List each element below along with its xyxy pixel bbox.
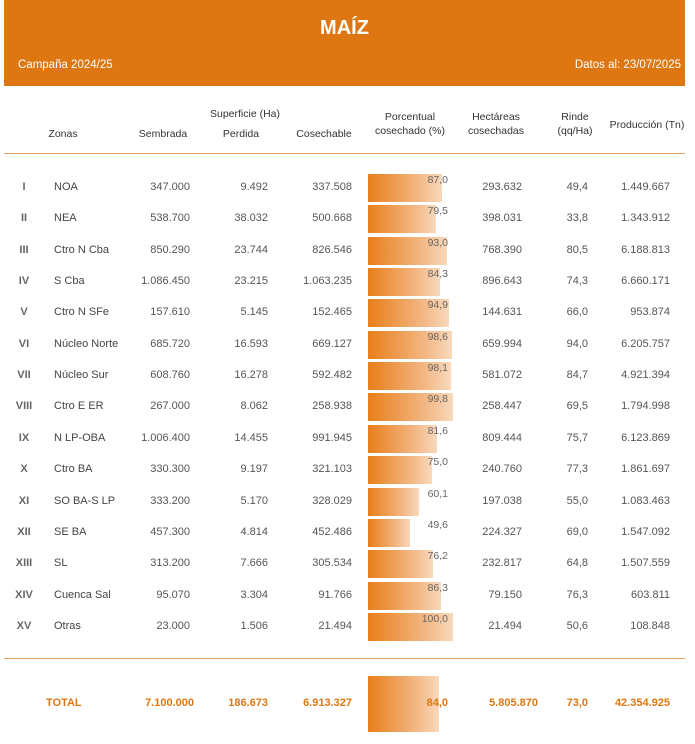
table-row [0,297,695,328]
zone-number: X [20,463,28,476]
sembrada-value: 330.300 [150,463,190,476]
total-produccion: 42.354.925 [614,697,670,709]
perdida-value: 7.666 [240,557,268,570]
hectareas-value: 79.150 [488,588,522,601]
zone-name: Ctro N SFe [54,306,110,319]
cosechable-value: 258.938 [312,400,352,413]
zone-name: Otras [54,619,81,632]
header-produccion: Producción (Tn) [609,119,685,131]
header-porcentual-line1: Porcentual [384,111,436,123]
harvest-percent: 76,2 [427,550,448,563]
sembrada-value: 1.086.450 [141,275,190,288]
header-hectareas [460,110,532,138]
perdida-value: 4.814 [240,525,268,538]
hectareas-value: 258.447 [482,400,522,413]
rinde-value: 55,0 [566,494,588,507]
cosechable-value: 21.494 [318,619,352,632]
table-row [0,266,695,297]
sembrada-value: 685.720 [150,337,190,350]
table-row [0,235,695,266]
sembrada-value: 850.290 [150,243,190,256]
table-row [0,611,695,642]
perdida-value: 5.170 [240,494,268,507]
cosechable-value: 337.508 [312,181,352,193]
produccion-value: 108.848 [630,619,670,632]
header-porcentual-line2: cosechado (%) [374,125,446,137]
hectareas-value: 398.031 [482,212,522,225]
total-row [0,674,695,734]
produccion-value: 603.811 [631,588,670,601]
table-row [0,580,695,611]
perdida-value: 5.145 [240,306,268,319]
perdida-value: 9.492 [240,181,268,193]
sembrada-value: 23.000 [156,619,190,632]
harvest-percent: 86,3 [427,581,448,594]
header-perdida: Perdida [222,128,260,140]
total-hectareas: 5.805.870 [489,697,538,709]
sembrada-value: 267.000 [150,400,190,413]
zone-name: SL [54,557,68,570]
cosechable-value: 991.945 [312,431,352,444]
table-row [0,423,695,454]
sembrada-value: 347.000 [150,181,190,193]
produccion-value: 6.123.869 [621,431,670,444]
sembrada-value: 457.300 [150,525,190,538]
hectareas-value: 293.632 [482,181,522,193]
rinde-value: 49,4 [566,181,588,193]
harvest-percent: 79,5 [427,205,448,218]
cosechable-value: 91.766 [318,588,352,601]
harvest-percent: 99,8 [427,393,448,406]
total-label: TOTAL [46,697,82,709]
produccion-value: 1.343.912 [621,212,670,225]
rinde-value: 84,7 [566,369,588,382]
header-rinde-line1: Rinde [561,111,589,123]
zone-name: N LP-OBA [54,431,106,444]
perdida-value: 16.593 [234,337,268,350]
hectareas-value: 240.760 [482,463,522,476]
zone-number: IV [18,275,30,288]
produccion-value: 1.449.667 [621,181,670,193]
cosechable-value: 826.546 [312,243,352,256]
harvest-percent: 87,0 [427,174,448,186]
page-header [4,0,685,86]
zone-number: VII [17,369,31,382]
sembrada-value: 157.610 [150,306,190,319]
rinde-value: 76,3 [566,588,588,601]
table-row [0,172,695,203]
harvest-percent: 98,6 [427,330,448,343]
rinde-value: 94,0 [566,337,588,350]
produccion-value: 1.547.092 [621,525,670,538]
produccion-value: 6.660.171 [621,275,670,288]
table-row [0,203,695,234]
zone-number: V [20,306,28,319]
rinde-value: 80,5 [566,243,588,256]
perdida-value: 9.197 [240,463,268,476]
zone-number: XIII [15,557,33,570]
header-superficie: Superficie (Ha) [209,108,281,120]
table-row [0,360,695,391]
zone-name: NEA [54,212,77,225]
produccion-value: 1.794.998 [621,400,670,413]
harvest-percent: 81,6 [427,424,448,437]
rinde-value: 33,8 [566,212,588,225]
hectareas-value: 197.038 [482,494,522,507]
sembrada-value: 538.700 [150,212,190,225]
total-sembrada: 7.100.000 [145,697,194,709]
zone-number: XII [17,525,31,538]
harvest-percent: 93,0 [427,236,448,249]
hectareas-value: 809.444 [482,431,522,444]
sembrada-value: 333.200 [150,494,190,507]
header-hectareas-line1: Hectáreas [472,111,520,123]
hectareas-value: 232.817 [482,557,522,570]
hectareas-value: 659.994 [482,337,522,350]
hectareas-value: 581.072 [482,369,522,382]
rinde-value: 74,3 [566,275,588,288]
zone-number: VIII [15,400,33,413]
header-porcentual [365,110,455,138]
perdida-value: 16.278 [234,369,268,382]
cosechable-value: 152.465 [312,306,352,319]
cosechable-value: 1.063.235 [303,275,352,288]
zone-name: Ctro BA [54,463,93,476]
sembrada-value: 313.200 [150,557,190,570]
zone-name: Ctro E ER [54,400,104,413]
harvest-percent: 98,1 [427,362,448,375]
zone-number: XIV [15,588,33,601]
perdida-value: 3.304 [240,588,268,601]
sembrada-value: 1.006.400 [141,431,190,444]
zone-name: Ctro N Cba [54,243,110,256]
perdida-value: 14.455 [234,431,268,444]
hectareas-value: 21.494 [488,619,522,632]
hectareas-value: 896.643 [482,275,522,288]
zone-name: NOA [54,181,78,193]
table-row [0,391,695,422]
zone-name: Núcleo Norte [54,337,119,350]
cosechable-value: 328.029 [312,494,352,507]
produccion-value: 1.861.697 [621,463,670,476]
rinde-value: 66,0 [566,306,588,319]
cosechable-value: 305.534 [312,557,352,570]
sembrada-value: 608.760 [150,369,190,382]
zone-number: XI [18,494,30,507]
rinde-value: 69,5 [566,400,588,413]
header-rinde-line2: (qq/Ha) [557,125,593,137]
total-perdida: 186.673 [228,697,268,709]
header-cosechable: Cosechable [296,128,352,140]
cosechable-value: 321.103 [312,463,352,476]
cosechable-value: 592.482 [312,369,352,382]
harvest-percent: 84,3 [427,268,448,281]
cosechable-value: 452.486 [312,525,352,538]
hectareas-value: 768.390 [482,243,522,256]
rinde-value: 50,6 [566,619,588,632]
produccion-value: 4.921.394 [621,369,670,382]
table-row [0,329,695,360]
data-date: Datos al: 23/07/2025 [574,59,681,71]
produccion-value: 6.205.757 [621,337,670,350]
zone-number: IX [18,431,30,444]
total-rinde: 73,0 [566,697,588,709]
table-row [0,517,695,548]
zone-number: I [22,181,26,193]
header-divider [4,153,685,154]
page-title: MAÍZ [320,17,369,39]
header-rinde [550,110,600,138]
zone-number: II [20,212,28,225]
perdida-value: 1.506 [240,619,268,632]
rinde-value: 75,7 [566,431,588,444]
perdida-value: 38.032 [234,212,268,225]
zone-number: XV [16,619,32,632]
zone-name: Cuenca Sal [54,588,111,601]
cosechable-value: 669.127 [312,337,352,350]
produccion-value: 1.507.559 [621,557,670,570]
hectareas-value: 224.327 [482,525,522,538]
perdida-value: 8.062 [240,400,268,413]
zone-name: SE BA [54,525,87,538]
cosechable-value: 500.668 [312,212,352,225]
table-row [0,454,695,485]
zone-number: III [19,243,29,256]
header-sembrada: Sembrada [138,128,188,140]
hectareas-value: 144.631 [482,306,522,319]
header-hectareas-line2: cosechadas [467,125,525,137]
produccion-value: 1.083.463 [621,494,670,507]
produccion-value: 953.874 [630,306,670,319]
sembrada-value: 95.070 [156,588,190,601]
rinde-value: 77,3 [566,463,588,476]
zone-name: Núcleo Sur [54,369,109,382]
harvest-percent: 49,6 [427,518,448,531]
perdida-value: 23.215 [234,275,268,288]
harvest-percent: 60,1 [427,487,448,500]
produccion-value: 6.188.813 [621,243,670,256]
total-divider [4,658,685,659]
zone-number: VI [18,337,30,350]
campaign-label: Campaña 2024/25 [18,59,113,71]
perdida-value: 23.744 [234,243,268,256]
rinde-value: 64,8 [566,557,588,570]
rinde-value: 69,0 [566,525,588,538]
zone-name: SO BA-S LP [54,494,116,507]
table-row [0,548,695,579]
harvest-percent: 75,0 [427,456,448,469]
harvest-percent: 94,9 [427,299,448,312]
total-cosechable: 6.913.327 [303,697,352,709]
zone-name: S Cba [54,275,85,288]
header-zonas: Zonas [48,128,78,140]
harvest-percent: 100,0 [421,612,448,625]
table-row [0,486,695,517]
total-percent: 84,0 [426,697,448,709]
